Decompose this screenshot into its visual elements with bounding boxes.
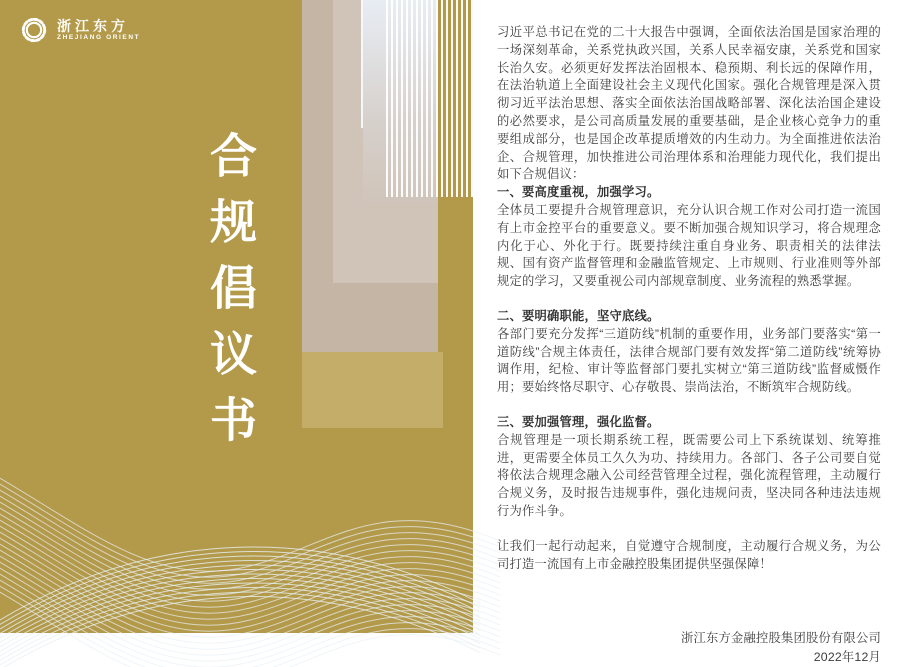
section-1-heading: 一、要高度重视，加强学习。 [497, 185, 660, 200]
section-1-text: 全体员工要提升合规管理意识，充分认识合规工作对公司打造一流国有上市金控平台的重要意义。要不断加强合规知识学习，将合规理念内化于心、外化于行。既要持续注重自身业务、职责相关的法律法规、国有资产监督管理和金融监管规定、上市规则、行业准则等外部规定的学习，又要重视公司内部规章制度、业务流程的熟悉掌握。 [497, 202, 881, 289]
gear-flower-icon [20, 16, 48, 44]
brand-name [57, 19, 140, 42]
signature-block [497, 629, 881, 667]
letter-body [497, 24, 881, 667]
signature-company: 浙江东方金融控股集团股份有限公司 [681, 631, 881, 646]
page-title: 合规倡议书 [204, 131, 257, 461]
section-3-heading: 三、要加强管理，强化监督。 [497, 414, 660, 429]
brand-name-cn: 浙江东方 [57, 17, 129, 34]
section-2-text: 各部门要充分发挥“三道防线”机制的重要作用，业务部门要落实“第一道防线”合规主体责任，法律合规部门要有效发挥“第二道防线”统筹协调作用，纪检、审计等监督部门要扎实树立“第三道防线”监督威慑作用；要始终恪尽职守、心存敬畏、崇尚法治，不断筑牢合规防线。 [497, 326, 881, 395]
section-2-heading: 二、要明确职能，坚守底线。 [497, 308, 660, 323]
intro-paragraph: 习近平总书记在党的二十大报告中强调，全面依法治国是国家治理的一场深刻革命，关系党执政兴国，关系人民幸福安康，关系党和国家长治久安。必须更好发挥法治固根本、稳预期、利长远的保障作用，在法治轨道上全面建设社会主义现代化国家。强化合规管理是深入贯彻习近平法治思想、落实全面依法治国战略部署、深化法治国企建设的必然要求，是公司高质量发展的重要基础，是企业核心竞争力的重要组成部分，也是国企改革提质增效的内生动力。为全面推进依法治企、合规管理，加快推进公司治理体系和治理能力现代化，我们提出如下合规倡议： [497, 25, 881, 182]
brand-name-en: ZHEJIANG ORIENT [57, 33, 141, 41]
section-2 [497, 308, 881, 397]
signature-date: 2022年12月 [813, 650, 881, 665]
glass-edge-highlight [361, 0, 363, 128]
cover-panel [0, 0, 473, 633]
section-3 [497, 414, 881, 521]
closing-paragraph: 让我们一起行动起来，自觉遵守合规制度，主动履行合规义务，为公司打造一流国有上市金融控股集团提供坚强保障！ [497, 538, 881, 571]
vertical-stripes-decoration [383, 0, 473, 197]
section-1 [497, 184, 881, 291]
brand-logo [20, 16, 140, 44]
section-3-text: 合规管理是一项长期系统工程，既需要公司上下系统谋划、统筹推进，更需要全体员工久久为功、持续用力。各部门、各子公司要自觉将依法合规理念融入公司经营管理全过程，强化流程管理，主动履行合规义务，及时报告违规事件，强化违规问责，坚决同各种违法违规行为作斗争。 [497, 432, 881, 518]
